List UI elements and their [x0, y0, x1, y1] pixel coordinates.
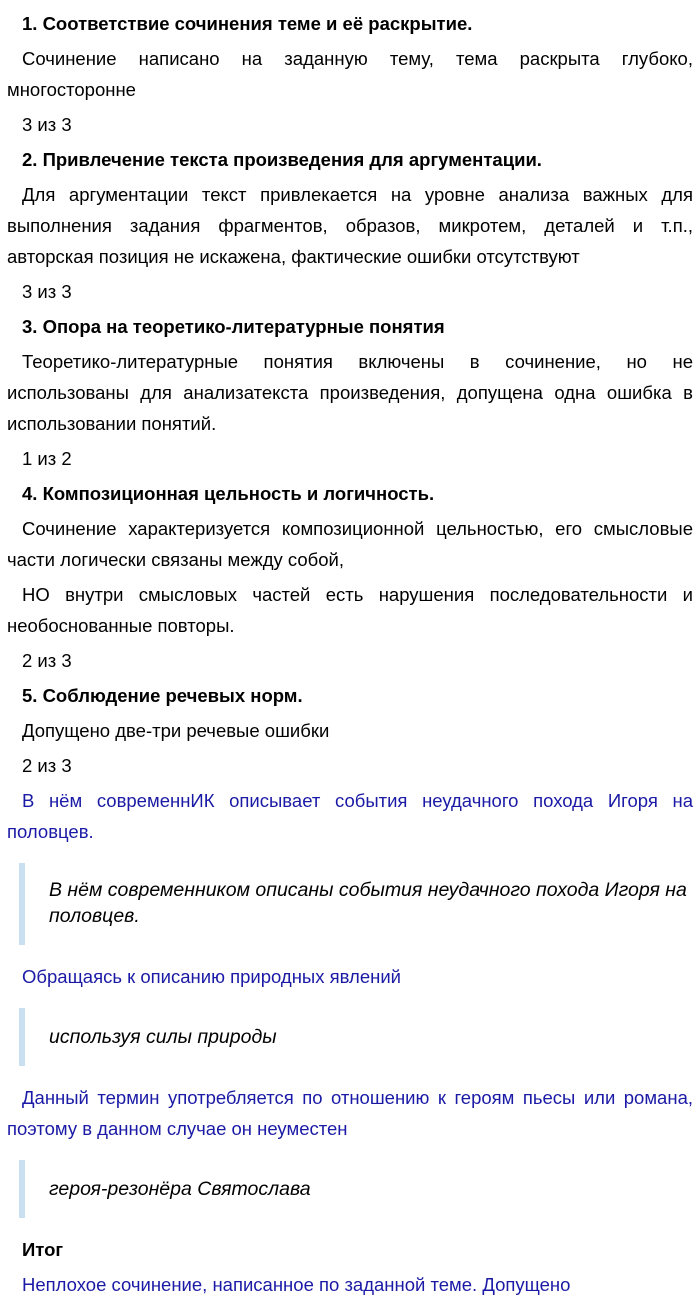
- criterion-title: 5. Соблюдение речевых норм.: [22, 685, 303, 706]
- criterion-score: 1 из 2: [22, 448, 72, 469]
- summary-text: Неплохое сочинение, написанное по заданной теме. Допущено: [22, 1274, 571, 1295]
- criterion-5: [7, 676, 693, 781]
- criterion-title: 3. Опора на теоретико-литературные понятия: [22, 316, 445, 337]
- summary: [7, 1218, 693, 1300]
- criterion-score: 3 из 3: [22, 114, 72, 135]
- criterion-2: [7, 140, 693, 307]
- comment-quote: [19, 1160, 693, 1218]
- quote-text: используя силы природы: [49, 1026, 277, 1048]
- criterion-text: Для аргументации текст привлекается на уровне анализа важных для выполнения задания фрагментов, образов, микротем, деталей и т.п., авторская позиция не искажена, фактические ошибки отсутствуют: [7, 184, 693, 267]
- criterion-1: [7, 0, 693, 140]
- comment-quote: [19, 1008, 693, 1066]
- criterion-title: 4. Композиционная цельность и логичность.: [22, 483, 435, 504]
- comment-note: В нём современнИК описывает события неудачного похода Игоря на половцев.: [7, 790, 693, 842]
- comment-1: [7, 781, 693, 945]
- criterion-3: [7, 307, 693, 474]
- criterion-text: Сочинение написано на заданную тему, тема раскрыта глубоко, многосторонне: [7, 48, 693, 100]
- comment-note: Данный термин употребляется по отношению к героям пьесы или романа, поэтому в данном случае он неуместен: [7, 1087, 693, 1139]
- criterion-text: Теоретико-литературные понятия включены в сочинение, но не использованы для анализатекста произведения, допущена одна ошибка в использовании понятий.: [7, 351, 693, 434]
- criterion-title: 2. Привлечение текста произведения для аргументации.: [22, 149, 542, 170]
- criterion-text: Допущено две-три речевые ошибки: [22, 720, 330, 741]
- criterion-score: 2 из 3: [22, 650, 72, 671]
- comment-quote: [19, 863, 693, 945]
- criterion-score: 3 из 3: [22, 281, 72, 302]
- comment-2: [7, 945, 693, 1066]
- criterion-text: НО внутри смысловых частей есть нарушения последовательности и необоснованные повторы.: [7, 584, 693, 636]
- criterion-4: [7, 474, 693, 676]
- summary-title: Итог: [22, 1239, 64, 1260]
- quote-text: В нём современником описаны события неудачного похода Игоря на половцев.: [49, 879, 687, 927]
- criterion-score: 2 из 3: [22, 755, 72, 776]
- criterion-title: 1. Соответствие сочинения теме и её раскрытие.: [22, 13, 473, 34]
- comment-3: [7, 1066, 693, 1218]
- comment-note: Обращаясь к описанию природных явлений: [22, 966, 401, 987]
- criterion-text: Сочинение характеризуется композиционной цельностью, его смысловые части логически связаны между собой,: [7, 518, 693, 570]
- quote-text: героя-резонёра Святослава: [49, 1178, 311, 1200]
